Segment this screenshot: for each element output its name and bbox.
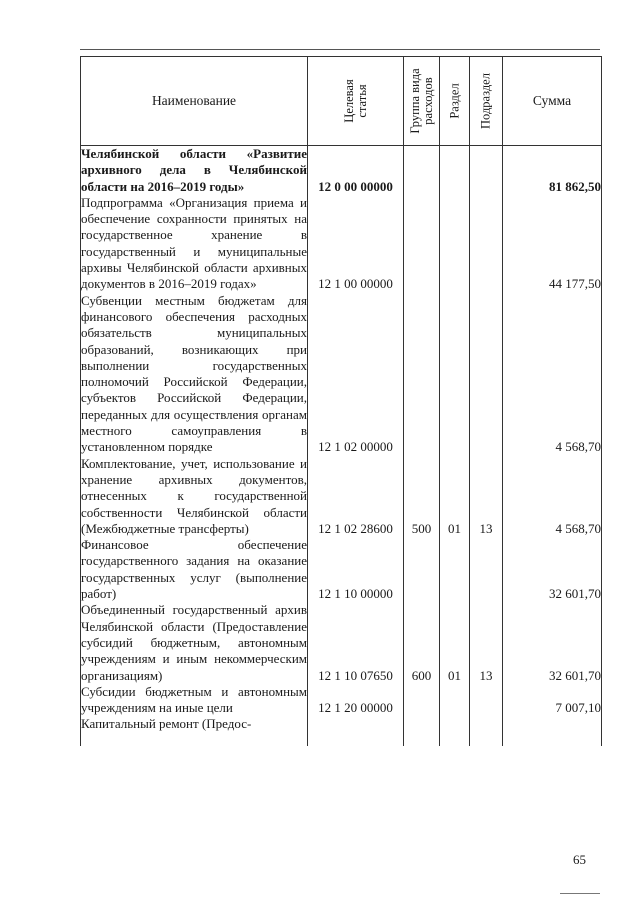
row-subsection — [470, 146, 503, 195]
row-section — [440, 537, 470, 602]
row-section: 01 — [440, 456, 470, 537]
row-group — [404, 537, 440, 602]
row-name: Подпрограмма «Организация приема и обеспечение сохранности принятых на государственное хранение в государственный и муниципальные архивы Челябинской области архивных документов в 2016–2019 годах» — [81, 194, 307, 292]
row-group: 600 — [404, 602, 440, 683]
row-name: Челябинской области «Развитие архивного дела в Челябинской области на 2016–2019 годы» — [81, 146, 307, 194]
row-sum: 7 007,10 — [503, 684, 602, 717]
header-target-text: Целевая статья — [341, 79, 369, 123]
table-row — [81, 716, 602, 746]
row-target-code: 12 1 00 00000 — [308, 195, 404, 293]
table-row — [81, 537, 602, 602]
page-number: 65 — [573, 852, 586, 867]
header-group-text: Группа вида расходов — [407, 68, 435, 134]
row-sum: 32 601,70 — [503, 602, 602, 683]
top-rule — [80, 49, 600, 50]
table-row — [81, 146, 602, 195]
table-row — [81, 684, 602, 717]
header-row — [81, 57, 602, 146]
row-name: Субсидии бюджетным и автономным учреждениям на иные цели — [81, 683, 307, 716]
budget-table — [80, 56, 602, 746]
row-target-code: 12 1 02 00000 — [308, 293, 404, 456]
row-subsection — [470, 537, 503, 602]
row-section — [440, 146, 470, 195]
row-subsection: 13 — [470, 602, 503, 683]
row-name: Финансовое обеспечение государственного задания на оказание государственных услуг (выполнение работ) — [81, 537, 307, 602]
row-group — [404, 146, 440, 195]
row-section — [440, 684, 470, 717]
row-section: 01 — [440, 602, 470, 683]
row-target-code: 12 0 00 00000 — [308, 146, 404, 195]
row-subsection — [470, 195, 503, 293]
header-group — [404, 57, 440, 146]
row-name: Субвенции местным бюджетам для финансового обеспечения расходных обязательств муниципальных образований, возникающих при выполнении государственных полномочий Российской Федерации, субъектов Российской Федерации, переданных для осуществления органам местного самоуправления в установленном порядке — [81, 292, 307, 455]
header-name: Наименование — [81, 57, 308, 146]
table-row — [81, 195, 602, 293]
header-target — [308, 57, 404, 146]
row-subsection — [470, 293, 503, 456]
row-name: Капитальный ремонт (Предос- — [81, 716, 308, 746]
header-subsection-text: Подраздел — [478, 73, 493, 129]
table-row — [81, 293, 602, 456]
header-section-text: Раздел — [447, 83, 461, 119]
row-sum: 44 177,50 — [503, 195, 602, 293]
row-group: 500 — [404, 456, 440, 537]
row-group — [404, 716, 440, 746]
row-section — [440, 293, 470, 456]
row-subsection — [470, 716, 503, 746]
row-sum: 4 568,70 — [503, 456, 602, 537]
row-subsection — [470, 684, 503, 717]
row-sum: 32 601,70 — [503, 537, 602, 602]
row-subsection: 13 — [470, 456, 503, 537]
row-sum: 81 862,50 — [503, 146, 602, 195]
row-target-code — [308, 716, 404, 746]
row-name: Объединенный государственный архив Челябинской области (Предоставление субсидий бюджетным, автономным учреждениям и иным некоммерческим организациям) — [81, 602, 307, 683]
table-row — [81, 456, 602, 537]
row-target-code: 12 1 10 07650 — [308, 602, 404, 683]
row-group — [404, 195, 440, 293]
table-row — [81, 602, 602, 683]
row-target-code: 12 1 02 28600 — [308, 456, 404, 537]
row-section — [440, 716, 470, 746]
row-group — [404, 684, 440, 717]
row-target-code: 12 1 10 00000 — [308, 537, 404, 602]
header-section — [440, 57, 470, 146]
row-section — [440, 195, 470, 293]
row-sum — [503, 716, 602, 746]
row-target-code: 12 1 20 00000 — [308, 684, 404, 717]
row-group — [404, 293, 440, 456]
header-sum: Сумма — [503, 57, 602, 146]
footer-rule — [560, 893, 600, 894]
row-name: Комплектование, учет, использование и хранение архивных документов, отнесенных к государственной собственности Челябинской области (Межбюджетные трансферты) — [81, 455, 307, 536]
row-sum: 4 568,70 — [503, 293, 602, 456]
header-subsection — [470, 57, 503, 146]
